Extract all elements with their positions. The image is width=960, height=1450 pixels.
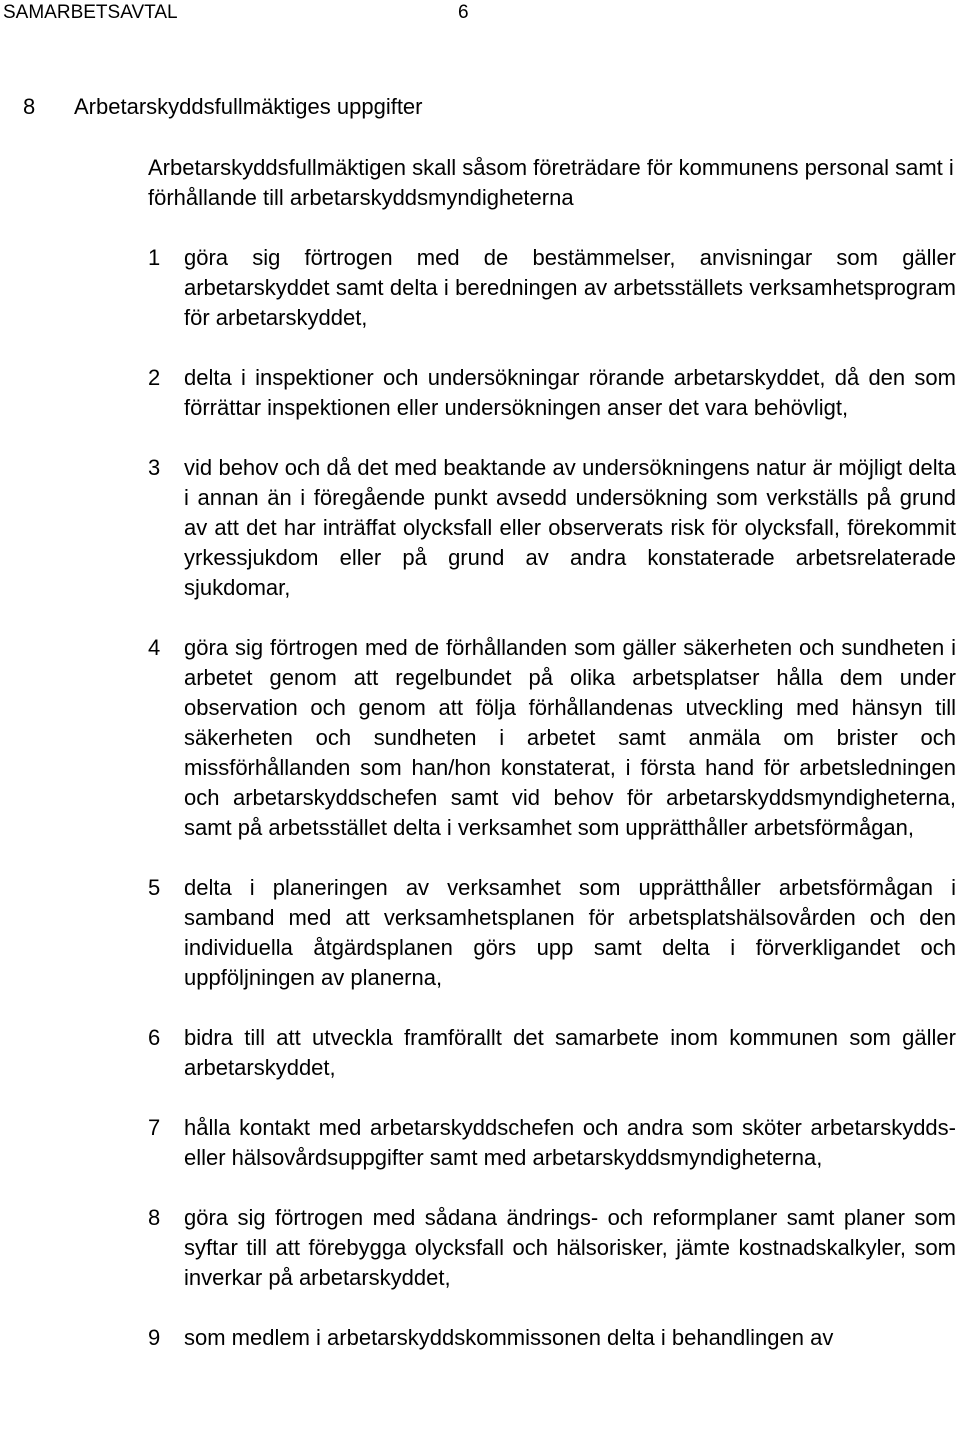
- item-number: 3: [148, 455, 161, 480]
- item-text: göra sig förtrogen med sådana ändrings- och reformplaner samt planer som syftar till att förebygga olycksfall och hälsorisker, jämte kostnadskalkyler, som inverkar på arbetarskyddet,: [184, 1205, 956, 1290]
- item-number: 2: [148, 365, 161, 390]
- duties-list: [0, 243, 960, 1383]
- item-text: som medlem i arbetarskyddskommissonen delta i behandlingen av: [184, 1325, 834, 1350]
- item-number: 6: [148, 1025, 161, 1050]
- section-number: 8: [23, 94, 36, 119]
- section-title: Arbetarskyddsfullmäktiges uppgifter: [74, 94, 423, 119]
- item-number: 7: [148, 1115, 161, 1140]
- page-number: 6: [458, 2, 469, 23]
- list-item: [0, 363, 960, 423]
- item-number: 5: [148, 875, 161, 900]
- item-text: hålla kontakt med arbetarskyddschefen och andra som sköter arbetarskydds- eller hälsovårdsuppgifter samt med arbetarskyddsmyndigheterna,: [184, 1115, 956, 1170]
- item-text: delta i inspektioner och undersökningar rörande arbetarskyddet, då den som förrättar inspektionen eller undersökningen anser det vara behövligt,: [184, 365, 956, 420]
- list-item: [0, 1203, 960, 1293]
- list-item: [0, 1023, 960, 1083]
- list-item: [0, 243, 960, 333]
- item-text: göra sig förtrogen med de förhållanden som gäller säkerheten och sundheten i arbetet genom att regelbundet på olika arbetsplatser hålla dem under observation och genom att följa förhållandenas utveckling med hänsyn till säkerheten och sundheten i arbetet samt anmäla om brister och missförhållanden som han/hon konstaterat, i första hand för arbetsledningen och arbetarskyddschefen samt vid behov för arbetarskyddsmyndigheterna, samt på arbetsstället delta i verksamhet som upprätthåller arbetsförmågan,: [184, 635, 956, 840]
- item-number: 8: [148, 1205, 161, 1230]
- item-number: 1: [148, 245, 161, 270]
- item-text: delta i planeringen av verksamhet som upprätthåller arbetsförmågan i samband med att verksamhetsplanen för arbetsplatshälsovården och den individuella åtgärdsplanen görs upp samt delta i förverkligandet och uppföljningen av planerna,: [184, 875, 956, 990]
- document-title: SAMARBETSAVTAL: [3, 2, 178, 23]
- page-header: [3, 2, 469, 24]
- list-item: [0, 873, 960, 993]
- item-number: 9: [148, 1325, 161, 1350]
- list-item: [0, 633, 960, 843]
- list-item: [0, 453, 960, 603]
- item-number: 4: [148, 635, 161, 660]
- item-text: bidra till att utveckla framförallt det samarbete inom kommunen som gäller arbetarskyddet,: [184, 1025, 956, 1080]
- item-text: göra sig förtrogen med de bestämmelser, anvisningar som gäller arbetarskyddet samt delta i beredningen av arbetsställets verksamhetsprogram för arbetarskyddet,: [184, 245, 956, 330]
- list-item: [0, 1113, 960, 1173]
- intro-paragraph: Arbetarskyddsfullmäktigen skall såsom företrädare för kommunens personal samt i förhållande till arbetarskyddsmyndigheterna: [148, 155, 954, 210]
- item-text: vid behov och då det med beaktande av undersökningens natur är möjligt delta i annan än i föregående punkt avsedd undersökning som verkställs på grund av att det har inträffat olycksfall eller observerats risk för olycksfall, förekommit yrkessjukdom eller på grund av andra konstaterade arbetsrelaterade sjukdomar,: [184, 455, 956, 600]
- list-item: [0, 1323, 960, 1353]
